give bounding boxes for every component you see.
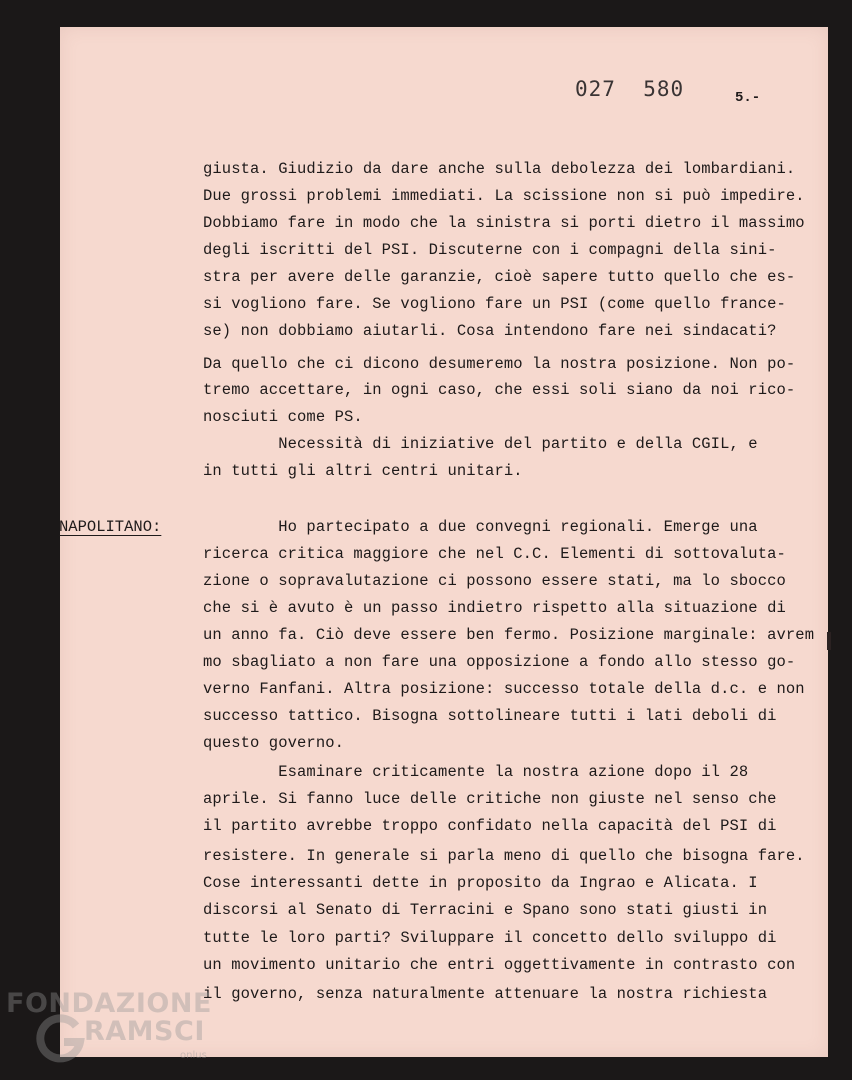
text-line: si vogliono fare. Se vogliono fare un PSI (come quello france-: [203, 295, 786, 313]
text-line: verno Fanfani. Altra posizione: successo totale della d.c. e non: [203, 680, 805, 698]
text-line: nosciuti come PS.: [203, 408, 363, 426]
watermark-g-logo-icon: [36, 1012, 88, 1064]
text-line: successo tattico. Bisogna sottolineare tutti i lati deboli di: [203, 707, 777, 725]
text-line: degli iscritti del PSI. Discuterne con i compagni della sini-: [203, 241, 777, 259]
text-line: resistere. In generale si parla meno di quello che bisogna fare.: [203, 847, 805, 865]
text-line: questo governo.: [203, 734, 345, 752]
text-line: Cose interessanti dette in proposito da Ingrao e Alicata. I: [203, 874, 758, 892]
text-line: che si è avuto è un passo indietro rispetto alla situazione di: [203, 599, 786, 617]
text-line: Ho partecipato a due convegni regionali. Emerge una: [203, 518, 758, 536]
text-line: giusta. Giudizio da dare anche sulla debolezza dei lombardiani.: [203, 160, 796, 178]
text-line: zione o sopravalutazione ci possono essere stati, ma lo sbocco: [203, 572, 786, 590]
text-line: ricerca critica maggiore che nel C.C. Elementi di sottovaluta-: [203, 545, 786, 563]
text-line: il partito avrebbe troppo confidato nella capacità del PSI di: [203, 817, 777, 835]
text-line: stra per avere delle garanzie, cioè sapere tutto quello che es-: [203, 268, 796, 286]
watermark-gramsci: RAMSCI: [84, 1016, 205, 1047]
speaker-label: NAPOLITANO:: [59, 518, 162, 536]
text-line: un movimento unitario che entri oggettivamente in contrasto con: [203, 956, 796, 974]
text-line: il governo, senza naturalmente attenuare la nostra richiesta: [203, 985, 768, 1003]
document-number: 027 580: [575, 77, 685, 101]
text-line: Dobbiamo fare in modo che la sinistra si porti dietro il massimo: [203, 214, 805, 232]
page-number: 5.-: [735, 90, 761, 106]
watermark-foundation: FONDAZIONE: [6, 988, 212, 1019]
text-line: un anno fa. Ciò deve essere ben fermo. Posizione marginale: avrem: [203, 626, 815, 644]
text-line: in tutti gli altri centri unitari.: [203, 462, 523, 480]
text-line: Esaminare criticamente la nostra azione dopo il 28: [203, 763, 749, 781]
text-line: se) non dobbiamo aiutarli. Cosa intendono fare nei sindacati?: [203, 322, 777, 340]
text-line: discorsi al Senato di Terracini e Spano sono stati giusti in: [203, 901, 768, 919]
text-line: tutte le loro parti? Sviluppare il concetto dello sviluppo di: [203, 929, 777, 947]
text-line: Necessità di iniziative del partito e della CGIL, e: [203, 435, 758, 453]
margin-mark: [827, 632, 831, 650]
watermark-onlus: onlus: [180, 1050, 207, 1061]
text-line: tremo accettare, in ogni caso, che essi soli siano da noi rico-: [203, 381, 796, 399]
text-line: Da quello che ci dicono desumeremo la nostra posizione. Non po-: [203, 355, 796, 373]
text-line: aprile. Si fanno luce delle critiche non giuste nel senso che: [203, 790, 777, 808]
text-line: Due grossi problemi immediati. La scissione non si può impedire.: [203, 187, 805, 205]
text-line: mo sbagliato a non fare una opposizione a fondo allo stesso go-: [203, 653, 796, 671]
